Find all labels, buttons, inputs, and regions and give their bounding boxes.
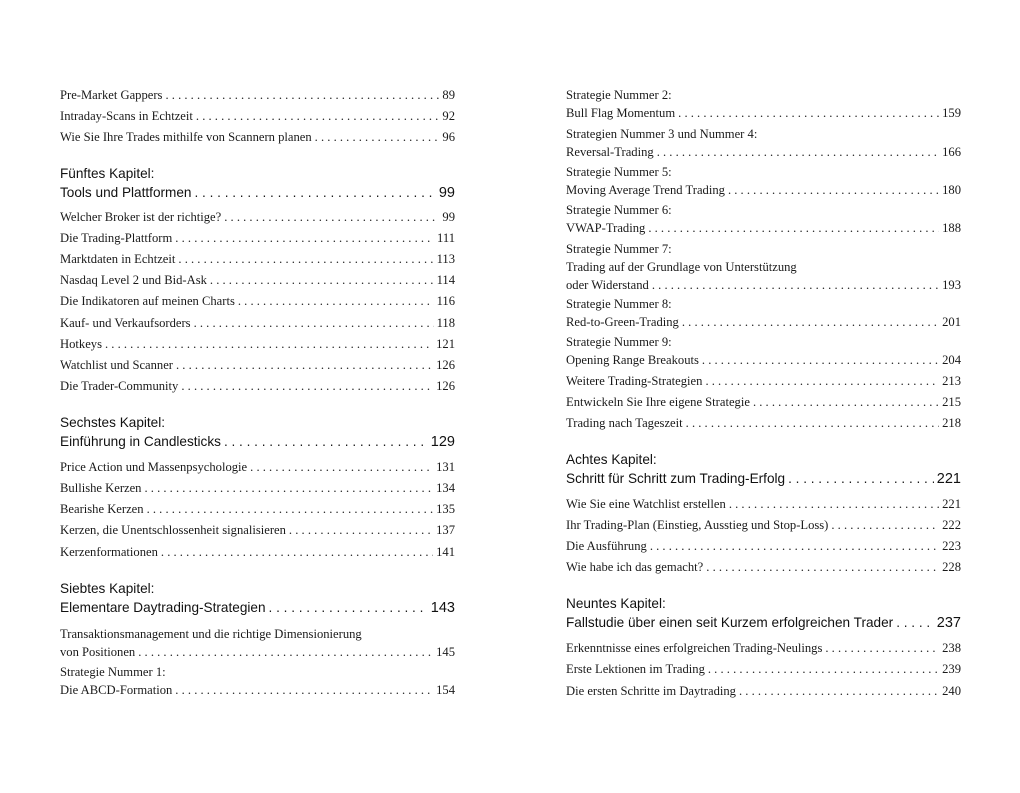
entry-row [566,351,961,369]
entry-title: Intraday-Scans in Echtzeit [60,109,193,123]
chapter-title: Einführung in Candlesticks [60,434,221,449]
entry-row [60,432,455,451]
entry-title: Wie Sie Ihre Trades mithilfe von Scannern planen [60,130,312,144]
dot-leader [178,250,433,268]
entry-title: Nasdaq Level 2 und Bid-Ask [60,273,207,287]
toc-entry [60,663,455,699]
entry-label: Strategie Nummer 5: [566,165,672,179]
toc-entry [60,479,455,497]
entry-row [60,377,455,395]
page-number: 215 [942,395,961,409]
entry-row [566,682,961,700]
entry-row [566,469,961,488]
entry-title: Weitere Trading-Strategien [566,374,703,388]
page-number: 222 [942,518,961,532]
page-number: 121 [436,337,455,351]
dot-leader [739,682,939,700]
entry-title: Watchlist und Scanner [60,358,173,372]
entry-title: Ihr Trading-Plan (Einstieg, Ausstieg und Stop-Loss) [566,518,829,532]
entry-row [566,393,961,411]
chapter-title: Schritt für Schritt zum Trading-Erfolg [566,471,786,486]
dot-leader [686,414,939,432]
entry-title: Die Indikatoren auf meinen Charts [60,294,235,308]
dot-leader [896,613,934,632]
entry-row [60,335,455,353]
toc-entry [60,543,455,561]
toc-entry [566,372,961,390]
dot-leader [175,229,434,247]
page-number: 237 [936,615,961,631]
entry-row [566,660,961,678]
page-number: 240 [942,684,961,698]
entry-title: Moving Average Trend Trading [566,183,725,197]
toc-left-page [60,0,455,793]
dot-leader [648,219,939,237]
entry-row [566,104,961,122]
page-number: 228 [942,560,961,574]
toc-entry [566,639,961,657]
toc-entry [566,240,961,294]
entry-row [60,86,455,104]
dot-leader [105,335,433,353]
entry-title: Welcher Broker ist der richtige? [60,210,222,224]
toc-entry [566,558,961,576]
entry-row [566,639,961,657]
page-number: 238 [942,641,961,655]
entry-row [566,219,961,237]
entry-title: Wie habe ich das gemacht? [566,560,704,574]
entry-title: Hotkeys [60,337,102,351]
page-number: 111 [437,231,455,245]
page-number: 126 [436,358,455,372]
toc-entry [60,314,455,332]
toc-entry [566,682,961,700]
dot-leader [210,271,434,289]
page-number: 114 [436,273,455,287]
dot-leader [224,432,428,451]
entry-row [566,558,961,576]
page-number: 113 [436,252,455,266]
toc-entry [60,271,455,289]
dot-leader [705,372,939,390]
dot-leader [729,495,939,513]
entry-title: Die Trader-Community [60,379,179,393]
toc-entry [566,414,961,432]
page-number: 145 [436,645,455,659]
dot-leader [652,276,939,294]
toc-entry [566,295,961,331]
entry-row [566,276,961,294]
dot-leader [161,543,433,561]
chapter-heading [60,413,455,451]
dot-leader [138,643,433,661]
dot-leader [289,521,433,539]
entry-row [60,314,455,332]
entry-title: Red-to-Green-Trading [566,315,679,329]
page-number: 223 [942,539,961,553]
page-number: 154 [436,683,455,697]
entry-title: Trading nach Tageszeit [566,416,683,430]
chapter-heading [60,579,455,617]
dot-leader [224,208,439,226]
toc-entry [566,516,961,534]
dot-leader [165,86,439,104]
entry-row [566,143,961,161]
entry-title: Die Ausführung [566,539,647,553]
dot-leader [650,537,939,555]
entry-row [60,229,455,247]
entry-row [566,181,961,199]
chapter-label: Achtes Kapitel: [566,452,657,467]
page-number: 221 [942,497,961,511]
entry-title: VWAP-Trading [566,221,646,235]
dot-leader [728,181,939,199]
entry-title: Bull Flag Momentum [566,106,676,120]
dot-leader [702,351,939,369]
dot-leader [708,660,939,678]
entry-title: Die ersten Schritte im Daytrading [566,684,736,698]
toc-entry [566,393,961,411]
toc-entry [60,208,455,226]
page-number: 188 [942,221,961,235]
toc-entry [60,500,455,518]
page-number: 129 [430,434,455,450]
page-number: 221 [936,471,961,487]
toc-entry [60,458,455,476]
toc-entry [60,377,455,395]
dot-leader [194,183,435,202]
dot-leader [825,639,939,657]
entry-title: Entwickeln Sie Ihre eigene Strategie [566,395,750,409]
toc-entry [566,201,961,237]
toc-entry [566,163,961,199]
page-number: 137 [436,523,455,537]
entry-row [60,521,455,539]
toc-entry [566,660,961,678]
page-number: 131 [436,460,455,474]
page-number: 99 [442,210,455,224]
entry-title: Kerzen, die Unentschlossenheit signalisieren [60,523,286,537]
dot-leader [269,598,428,617]
entry-title: Erkenntnisse eines erfolgreichen Trading-Neulings [566,641,823,655]
entry-title: Die Trading-Plattform [60,231,173,245]
page-number: 96 [442,130,455,144]
toc-entry [60,521,455,539]
entry-label-line-2: Trading auf der Grundlage von Unterstützung [566,260,797,274]
entry-title: Bearishe Kerzen [60,502,144,516]
entry-row [60,500,455,518]
chapter-heading [566,594,961,632]
entry-label: Transaktionsmanagement und die richtige Dimensionierung [60,627,362,641]
page-number: 159 [942,106,961,120]
entry-row [566,516,961,534]
toc-entry [60,128,455,146]
chapter-label: Siebtes Kapitel: [60,581,155,596]
entry-label: Strategie Nummer 6: [566,203,672,217]
toc-entry [566,86,961,122]
dot-leader [250,458,433,476]
entry-title: von Positionen [60,645,136,659]
entry-title: Erste Lektionen im Trading [566,662,705,676]
page-number: 92 [442,109,455,123]
entry-title: Pre-Market Gappers [60,88,163,102]
toc-entry [60,292,455,310]
page-number: 204 [942,353,961,367]
entry-row [60,208,455,226]
entry-title: Die ABCD-Formation [60,683,173,697]
chapter-title: Elementare Daytrading-Strategien [60,600,266,615]
entry-row [566,313,961,331]
entry-row [60,643,455,661]
entry-row [566,414,961,432]
page-number: 126 [436,379,455,393]
dot-leader [181,377,433,395]
entry-row [566,537,961,555]
entry-title: Marktdaten in Echtzeit [60,252,176,266]
toc-entry [566,495,961,513]
dot-leader [238,292,434,310]
entry-row [60,479,455,497]
dot-leader [682,313,939,331]
dot-leader [753,393,939,411]
toc-entry [566,537,961,555]
dot-leader [678,104,939,122]
entry-row [60,183,455,202]
toc-entry [60,107,455,125]
entry-label: Strategien Nummer 3 und Nummer 4: [566,127,758,141]
dot-leader [706,558,939,576]
entry-label: Strategie Nummer 9: [566,335,672,349]
dot-leader [657,143,939,161]
entry-label: Strategie Nummer 7: [566,242,672,256]
page-number: 143 [430,600,455,616]
page-number: 239 [942,662,961,676]
chapter-heading [566,450,961,488]
chapter-title: Fallstudie über einen seit Kurzem erfolgreichen Trader [566,615,894,630]
page-number: 141 [436,545,455,559]
entry-title: Opening Range Breakouts [566,353,699,367]
toc-entry [60,86,455,104]
toc-entry [566,333,961,369]
page-number: 218 [942,416,961,430]
chapter-label: Neuntes Kapitel: [566,596,666,611]
entry-title: Price Action und Massenpsychologie [60,460,248,474]
chapter-heading [60,164,455,202]
dot-leader [194,314,434,332]
entry-row [60,271,455,289]
entry-title: oder Widerstand [566,278,649,292]
entry-label: Strategie Nummer 1: [60,665,166,679]
entry-label: Strategie Nummer 2: [566,88,672,102]
page-number: 180 [942,183,961,197]
chapter-label: Sechstes Kapitel: [60,415,166,430]
entry-title: Kerzenformationen [60,545,158,559]
entry-row [60,107,455,125]
toc-entry [60,356,455,374]
entry-row [566,495,961,513]
page-number: 193 [942,278,961,292]
entry-title: Reversal-Trading [566,145,654,159]
dot-leader [147,500,434,518]
page-number: 116 [436,294,455,308]
entry-row [60,356,455,374]
entry-row [566,613,961,632]
entry-row [60,250,455,268]
dot-leader [788,469,934,488]
page-number: 134 [436,481,455,495]
entry-row [566,372,961,390]
toc-entry [60,250,455,268]
dot-leader [196,107,440,125]
entry-title: Kauf- und Verkaufsorders [60,316,191,330]
page-number: 135 [436,502,455,516]
entry-row [60,598,455,617]
chapter-label: Fünftes Kapitel: [60,166,155,181]
page-number: 118 [436,316,455,330]
entry-title: Bullishe Kerzen [60,481,142,495]
entry-row [60,458,455,476]
entry-row [60,128,455,146]
entry-title: Wie Sie eine Watchlist erstellen [566,497,726,511]
page-number: 213 [942,374,961,388]
page-number: 89 [442,88,455,102]
toc-right-page [566,0,961,793]
toc-entry [60,335,455,353]
dot-leader [831,516,939,534]
entry-row [60,292,455,310]
page-number: 201 [942,315,961,329]
page-number: 166 [942,145,961,159]
page-number: 99 [438,185,455,201]
toc-entry [60,625,455,661]
toc-entry [60,229,455,247]
dot-leader [144,479,433,497]
entry-row [60,681,455,699]
entry-row [60,543,455,561]
dot-leader [175,681,433,699]
toc-entry [566,125,961,161]
dot-leader [315,128,440,146]
dot-leader [176,356,433,374]
chapter-title: Tools und Plattformen [60,185,192,200]
entry-label: Strategie Nummer 8: [566,297,672,311]
